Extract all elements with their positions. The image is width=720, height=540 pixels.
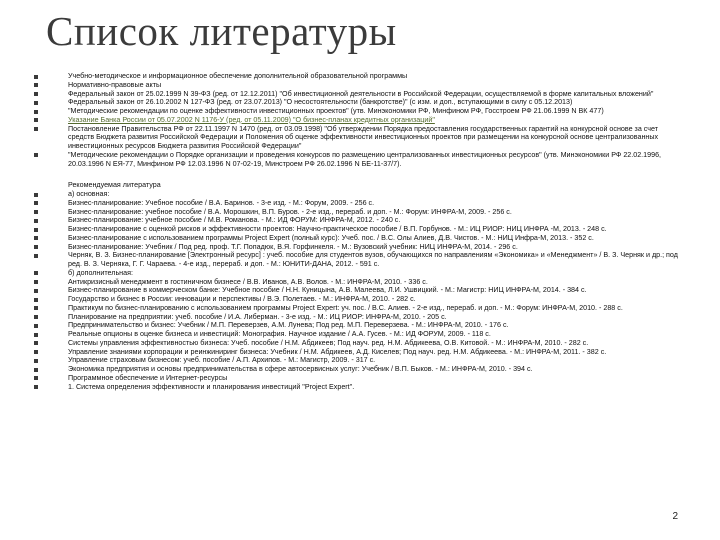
list-item [34,295,684,304]
list-item-text: Черняк, В. З. Бизнес-планирование [Электронный ресурс] : учеб. пособие для студентов вузов, обучающихся по направлениям «Экономика» и «Менеджмент» / В. З. Черняк и др.; под ред. В. З. Черняка, Г. Г. Чараева. - 4-е изд., перераб. и доп. - М.: ЮНИТИ-ДАНА, 2012. - 591 с. [68,251,678,268]
list-item [34,243,684,252]
list-item-text: Экономика предприятия и основы предпринимательства в сфере автосервисных услуг: Учебник / В.П. Быков. - М.: ИНФРА-М, 2010. - 394 с. [68,365,533,373]
square-bullet-icon [34,92,38,96]
list-item [34,190,684,199]
square-bullet-icon [34,210,38,214]
square-bullet-icon [34,245,38,249]
square-bullet-icon [34,101,38,105]
square-bullet-icon [34,368,38,372]
square-bullet-icon [34,193,38,197]
slide-number: 2 [672,511,678,522]
square-bullet-icon [34,306,38,310]
list-item-text: "Методические рекомендации по оценке эффективности инвестиционных проектов" (утв. Минэкономики РФ, Минфином РФ, Госстроем РФ 21.06.1999 N ВК 477) [68,107,604,115]
list-item [34,125,684,151]
square-bullet-icon [34,271,38,275]
list-item-text: Государство и бизнес в России: инновации и перспективы / В.Э. Полетаев. - М.: ИНФРА-М, 2010. - 282 с. [68,295,416,303]
square-bullet-icon [34,333,38,337]
list-item-text: Бизнес-планирование с использованием программы Project Expert (полный курс): Учеб. пос. / В.С. Олы Алиев, Д.В. Чистов. - М.: НИЦ Инфра-М, 2013. - 352 с. [68,233,594,242]
list-item-text: Бизнес-планирование: Учебное пособие / В.А. Баринов. - 3-е изд. - М.: Форум, 2009. - 256 с. [68,198,375,207]
list-item [34,374,684,383]
square-bullet-icon [34,83,38,87]
list-item-text: Бизнес-планирование с оценкой рисков и эффективности проектов: Научно-практическое пособие / В.П. Горбунов. - М.: ИЦ РИОР: НИЦ ИНФРА -М, 2013. - 248 с. [68,225,607,233]
list-item-text: Бизнес-планирование: Учебник / Под ред. проф. Т.Г. Попадюк, В.Я. Горфинкеля. - М.: Вузовский учебник: НИЦ ИНФРА-М, 2014. - 296 с. [68,242,518,251]
square-bullet-icon [34,385,38,389]
list-item-text: Предпринимательство и бизнес: Учебник / М.П. Переверзев, А.М. Лунева; Под ред. М.П. Переверзева. - М.: ИНФРА-М, 2010. - 176 с. [68,321,509,330]
list-item [34,98,684,107]
list-item-text: Управление страховым бизнесом: учеб. пособие / А.П. Архипов. - М.: Магистр, 2009. - 317 с. [68,356,376,365]
list-item [34,339,684,348]
list-item-text: Постановление Правительства РФ от 22.11.1997 N 1470 (ред. от 03.09.1998) "Об утверждении Порядка предоставления государственных гарантий на конкурсной основе за счет средств Бюджета развития Российской Федерации и Положения об оценке эффективности инвестиционных проектов при размещении на конкурсной основе централизованных инвестиционных ресурсов Бюджета развития Российской Федерации" [68,124,659,150]
list-item [34,72,684,81]
list-item-text: Планирование на предприятии: учеб. пособие / И.А. Либерман. - 3-e изд. - М.: ИЦ РИОР: ИНФРА-М, 2010. - 205 с. [68,312,447,321]
list-item [34,81,684,90]
list-item-text: Учебно-методическое и информационное обеспечение дополнительной образовательной программы [68,72,408,80]
list-item-text: Антикризисный менеджмент в гостиничном бизнесе / В.В. Иванов, А.В. Волов. - М.: ИНФРА-М, 2010. - 336 с. [68,277,428,286]
list-item [34,313,684,322]
square-bullet-icon [34,289,38,293]
list-item-text: Практикум по бизнес-планированию с использованием программы Project Expert: уч. пос. / В.С. Алиев. - 2-e изд., перераб. и доп. - М.: Форум: ИНФРА-М, 2010. - 288 с. [68,303,623,312]
list-item [34,208,684,217]
list-item [34,269,684,278]
square-bullet-icon [34,324,38,328]
list-spacer [34,168,684,181]
list-item [34,348,684,357]
list-item-text: Нормативно-правовые акты [68,80,162,89]
list-item-text: Рекомендуемая литература [68,181,161,190]
list-item-text: б) дополнительная: [68,268,133,277]
square-bullet-icon [34,219,38,223]
square-bullet-icon [34,75,38,79]
square-bullet-icon [34,341,38,345]
list-item [34,365,684,374]
page-title: Список литературы [46,8,397,54]
list-item [34,181,684,190]
list-item [34,199,684,208]
square-bullet-icon [34,118,38,122]
list-item-text: Федеральный закон от 25.02.1999 N 39-ФЗ (ред. от 12.12.2011) "Об инвестиционной деятельности в Российской Федерации, осуществляемой в форме капитальных вложений" [68,89,654,98]
list-item-text: 1. Система определения эффективности и планирования инвестиций "Project Expert". [68,382,355,391]
square-bullet-icon [34,298,38,302]
list-item [34,216,684,225]
list-item [34,286,684,295]
list-item [34,90,684,99]
list-item [34,278,684,287]
reference-list [34,72,684,391]
list-item [34,321,684,330]
list-item-text: "Методические рекомендации о Порядке организации и проведения конкурсов по размещению централизованных инвестиционных ресурсов" (утв. Минэкономики РФ 22.02.1996, 20.03.1996 N ЕЯ-77, Минфином РФ 12.03.1996 N 07-02-19, Минстроем РФ 26.02.1996 N БЕ-11-37/7). [68,150,662,168]
list-item-text[interactable]: Указание Банка России от 05.07.2002 N 1176-У (ред. от 05.11.2009) "О бизнес-планах кредитных организаций" [68,115,435,124]
list-item [34,107,684,116]
list-item-text: Федеральный закон от 26.10.2002 N 127-ФЗ (ред. от 23.07.2013) "О несостоятельности (банкротстве)" (с изм. и доп., вступающими в силу с 05.12.2013) [68,98,573,107]
list-item-text: Бизнес-планирование в коммерческом банке: Учебное пособие / Н.Н. Куницына, А.В. Малеева, Л.И. Ушвицкий. - М.: Магистр: НИЦ ИНФРА-М, 2014. - 384 с. [68,286,587,295]
list-item-text: Бизнес-планирование: учебное пособие / В.А. Морошкин, В.П. Буров. - 2-e изд., перераб. и доп. - М.: Форум: ИНФРА-М, 2009. - 256 с. [68,207,512,216]
list-item [34,251,684,269]
list-item [34,234,684,243]
square-bullet-icon [34,376,38,380]
list-item [34,304,684,313]
list-item-text: Бизнес-планирование: учебное пособие / М.В. Романова. - М.: ИД ФОРУМ: ИНФРА-М, 2012. - 240 с. [68,216,401,225]
list-item-text: Реальные опционы в оценке бизнеса и инвестиций: Монография. Научное издание / А.А. Гусев. - М.: ИД ФОРУМ, 2009. - 118 с. [68,330,491,338]
square-bullet-icon [34,236,38,240]
square-bullet-icon [34,254,38,258]
list-item-text: Системы управления эффективностью бизнеса: Учеб. пособие / Н.М. Абдикеев; Под науч. ред. Н.М. Абдикеева, О.В. Китовой. - М.: ИНФРА-М, 2010. - 282 с. [68,338,589,347]
list-item [34,151,684,169]
square-bullet-icon [34,359,38,363]
list-item [34,356,684,365]
list-item [34,330,684,339]
list-item-text: Программное обеспечение и Интернет-ресурсы [68,373,228,382]
square-bullet-icon [34,153,38,157]
square-bullet-icon [34,201,38,205]
square-bullet-icon [34,315,38,319]
square-bullet-icon [34,110,38,114]
list-item [34,383,684,392]
list-item-text: а) основная: [68,190,110,198]
square-bullet-icon [34,350,38,354]
square-bullet-icon [34,228,38,232]
list-item[interactable] [34,116,684,125]
square-bullet-icon [34,127,38,131]
square-bullet-icon [34,280,38,284]
list-item [34,225,684,234]
list-item-text: Управление знаниями корпорации и реинжиниринг бизнеса: Учебник / Н.М. Абдикеев, А.Д. Киселев; Под науч. ред. Н.М. Абдикеева. - М.: ИНФРА-М, 2011. - 382 с. [68,347,607,356]
